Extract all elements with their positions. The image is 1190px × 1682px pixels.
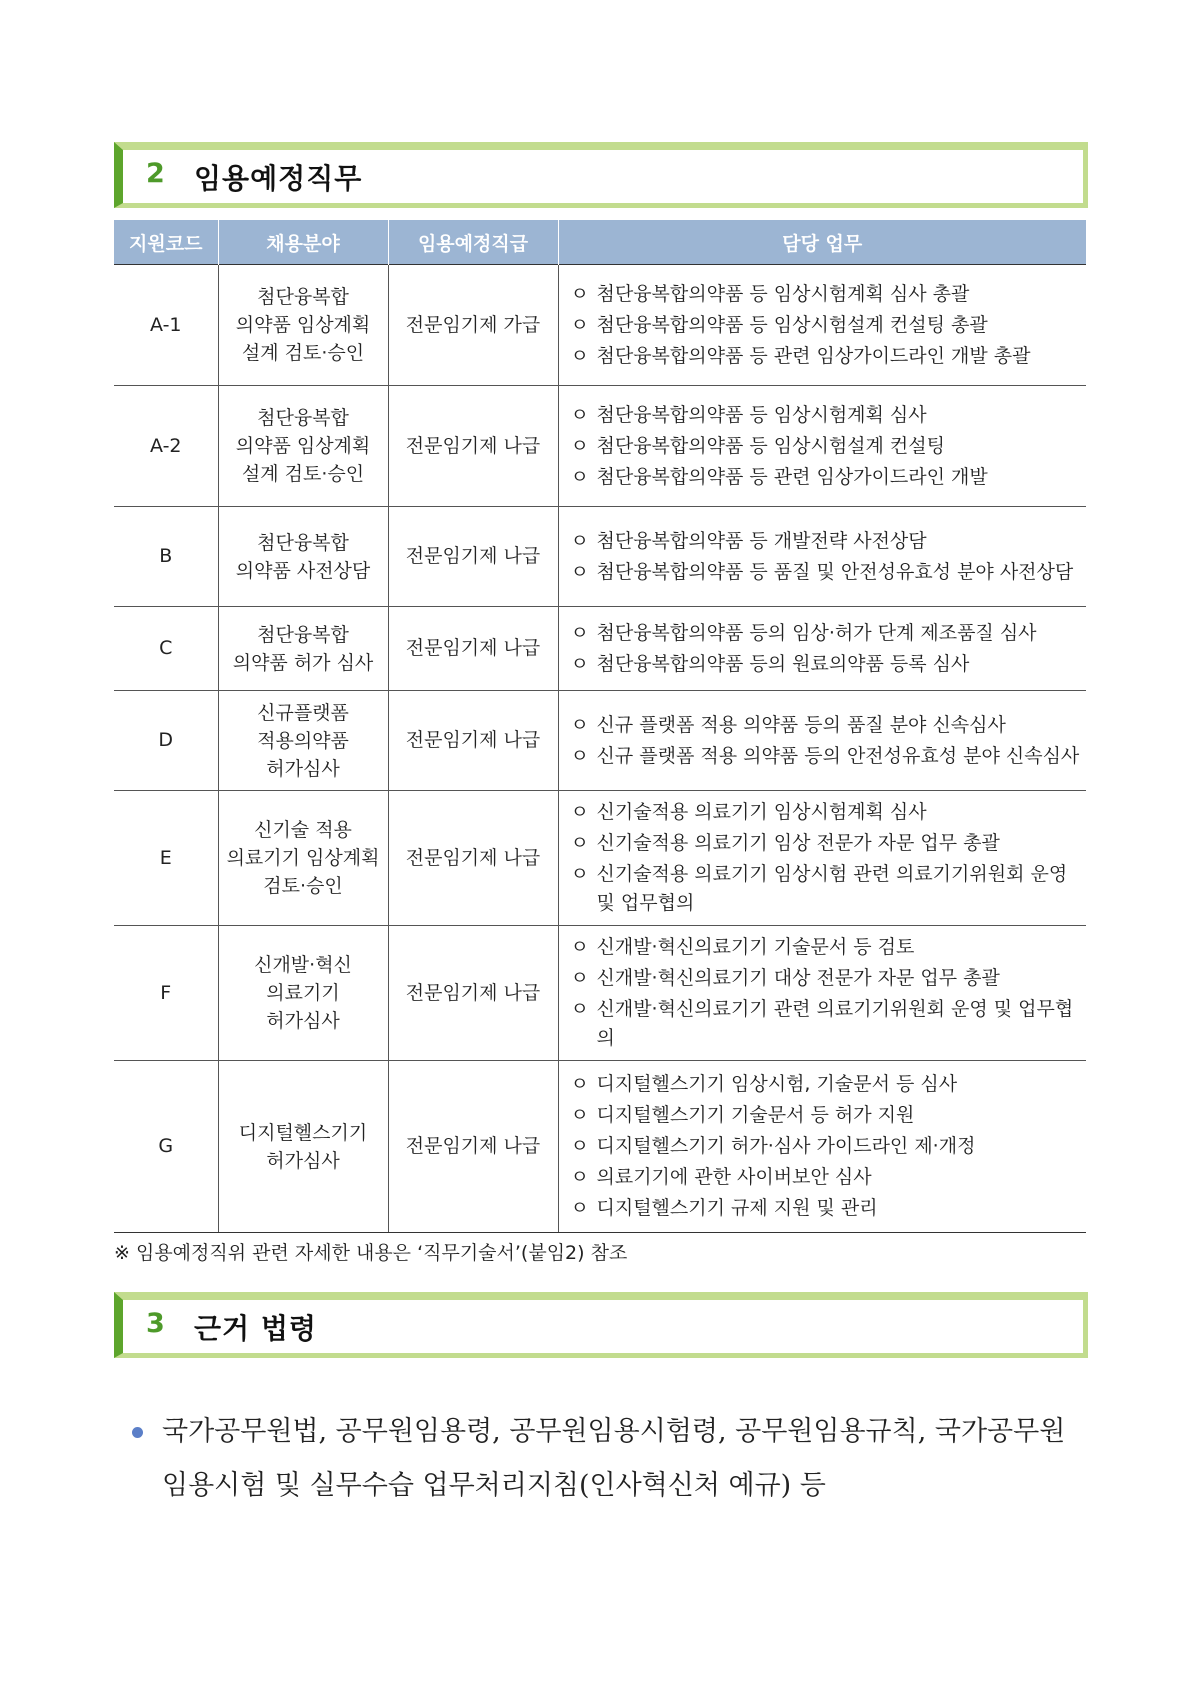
duty-item [571, 798, 1081, 827]
duty-item [571, 964, 1081, 993]
duty-text: 첨단융복합의약품 등의 임상·허가 단계 제조품질 심사 [596, 621, 1037, 644]
duty-text: 디지털헬스기기 임상시험, 기술문서 등 심사 [596, 1073, 958, 1095]
cell-duties [558, 691, 1086, 791]
table-row [114, 691, 1086, 791]
table-row [114, 507, 1086, 607]
table-row [114, 386, 1086, 507]
cell-code: E [114, 791, 218, 926]
bullet-marker: ㅇ [570, 1104, 589, 1126]
duty-text: 첨단융복합의약품 등 임상시험계획 심사 총괄 [596, 282, 970, 305]
cell-duties [558, 607, 1086, 691]
bullet-marker: ㅇ [570, 313, 589, 336]
duty-text: 첨단융복합의약품 등 관련 임상가이드라인 개발 [596, 465, 988, 488]
duty-item [571, 860, 1081, 918]
duty-item [571, 1132, 1081, 1161]
cell-field: 첨단융복합 의약품 임상계획 설계 검토·승인 [218, 386, 388, 507]
duty-text: 첨단융복합의약품 등 임상시험설계 컨설팅 총괄 [596, 313, 988, 336]
cell-duties [558, 265, 1086, 386]
header-duties: 담당 업무 [558, 220, 1086, 265]
duty-item [571, 995, 1081, 1053]
duty-text: 신기술적용 의료기기 임상시험계획 심사 [596, 801, 927, 823]
duty-item [571, 933, 1081, 962]
bullet-marker: ㅇ [570, 621, 589, 644]
duty-list [571, 527, 1081, 587]
duty-text: 의료기기에 관한 사이버보안 심사 [596, 1166, 872, 1188]
duty-list [571, 1070, 1081, 1223]
cell-duties [558, 791, 1086, 926]
table-row [114, 607, 1086, 691]
bullet-marker: ㅇ [570, 936, 589, 958]
duty-item [571, 463, 1081, 492]
duty-text: 디지털헬스기기 허가·심사 가이드라인 제·개정 [596, 1135, 976, 1157]
section-number: 2 [146, 158, 165, 189]
duty-table [114, 220, 1086, 1233]
bullet-marker: ㅇ [570, 998, 589, 1020]
cell-code: B [114, 507, 218, 607]
duty-item [571, 742, 1081, 771]
duty-item [571, 401, 1081, 430]
bullet-marker: ㅇ [570, 1073, 589, 1095]
duty-text: 신기술적용 의료기기 임상 전문가 자문 업무 총괄 [596, 832, 1000, 854]
duty-text: 디지털헬스기기 규제 지원 및 관리 [596, 1197, 878, 1219]
bullet-marker: ㅇ [570, 344, 589, 367]
cell-code: C [114, 607, 218, 691]
bullet-marker: ㅇ [570, 434, 589, 457]
cell-code: G [114, 1061, 218, 1233]
header-code: 지원코드 [114, 220, 218, 265]
duty-list [571, 401, 1081, 492]
bullet-marker: ㅇ [570, 832, 589, 854]
duty-text: 디지털헬스기기 기술문서 등 허가 지원 [596, 1104, 915, 1126]
duty-text: 첨단융복합의약품 등 품질 및 안전성유효성 분야 사전상담 [596, 560, 1074, 583]
bullet-marker: ㅇ [570, 403, 589, 426]
duty-list [571, 280, 1081, 371]
duty-item [571, 829, 1081, 858]
duty-item [571, 650, 1081, 679]
header-field: 채용분야 [218, 220, 388, 265]
duty-list [571, 798, 1081, 918]
section-2-heading [114, 142, 1088, 208]
bullet-marker: ㅇ [570, 465, 589, 488]
table-row [114, 926, 1086, 1061]
cell-grade: 전문임기제 나급 [388, 507, 558, 607]
cell-field: 신기술 적용 의료기기 임상계획 검토·승인 [218, 791, 388, 926]
bullet-marker: ㅇ [570, 1197, 589, 1219]
section-number: 3 [146, 1308, 165, 1339]
law-text: 국가공무원법, 공무원임용령, 공무원임용시험령, 공무원임용규칙, 국가공무원 임용시험 및 실무수습 업무처리지침(인사혁신처 예규) 등 [162, 1416, 1066, 1501]
bullet-marker: ㅇ [570, 967, 589, 989]
duty-item [571, 527, 1081, 556]
cell-duties [558, 1061, 1086, 1233]
duty-item [571, 1070, 1081, 1099]
duty-text: 첨단융복합의약품 등 임상시험설계 컨설팅 [596, 434, 945, 457]
cell-duties [558, 386, 1086, 507]
table-header-row [114, 220, 1086, 265]
cell-grade: 전문임기제 나급 [388, 386, 558, 507]
bullet-marker: ㅇ [570, 1166, 589, 1188]
table-row [114, 265, 1086, 386]
cell-field: 첨단융복합 의약품 허가 심사 [218, 607, 388, 691]
header-grade: 임용예정직급 [388, 220, 558, 265]
duty-item [571, 311, 1081, 340]
duty-item [571, 280, 1081, 309]
duty-item [571, 1101, 1081, 1130]
cell-field: 신규플랫폼 적용의약품 허가심사 [218, 691, 388, 791]
cell-code: A-2 [114, 386, 218, 507]
cell-field: 첨단융복합 의약품 임상계획 설계 검토·승인 [218, 265, 388, 386]
duty-text: 첨단융복합의약품 등의 원료의약품 등록 심사 [596, 652, 970, 675]
duty-item [571, 619, 1081, 648]
duty-item [571, 1194, 1081, 1223]
duty-item [571, 432, 1081, 461]
duty-text: 신규 플랫폼 적용 의약품 등의 품질 분야 신속심사 [596, 713, 1006, 736]
table-row [114, 1061, 1086, 1233]
table-note: ※ 임용예정직위 관련 자세한 내용은 ‘직무기술서’(붙임2) 참조 [114, 1242, 628, 1264]
cell-code: F [114, 926, 218, 1061]
cell-field: 신개발·혁신 의료기기 허가심사 [218, 926, 388, 1061]
cell-grade: 전문임기제 나급 [388, 691, 558, 791]
cell-grade: 전문임기제 나급 [388, 1061, 558, 1233]
duty-text: 신개발·혁신의료기기 관련 의료기기위원회 운영 및 업무협의 [596, 998, 1074, 1049]
cell-duties [558, 926, 1086, 1061]
duty-list [571, 711, 1081, 771]
bullet-marker: ㅇ [570, 801, 589, 823]
duty-text: 첨단융복합의약품 등 임상시험계획 심사 [596, 403, 927, 426]
bullet-marker: ㅇ [570, 863, 589, 885]
cell-grade: 전문임기제 나급 [388, 607, 558, 691]
cell-field: 첨단융복합 의약품 사전상담 [218, 507, 388, 607]
duty-text: 신개발·혁신의료기기 대상 전문가 자문 업무 총괄 [596, 967, 1000, 989]
cell-code: D [114, 691, 218, 791]
cell-code: A-1 [114, 265, 218, 386]
cell-grade: 전문임기제 가급 [388, 265, 558, 386]
table-row [114, 791, 1086, 926]
bullet-marker: ㅇ [570, 529, 589, 552]
bullet-marker: ㅇ [570, 282, 589, 305]
duty-item [571, 342, 1081, 371]
section-title: 근거 법령 [194, 1312, 317, 1345]
cell-grade: 전문임기제 나급 [388, 926, 558, 1061]
law-paragraph [128, 1405, 1088, 1513]
duty-text: 신개발·혁신의료기기 기술문서 등 검토 [596, 936, 915, 958]
duty-text: 신규 플랫폼 적용 의약품 등의 안전성유효성 분야 신속심사 [596, 744, 1080, 767]
duty-list [571, 619, 1081, 679]
duty-text: 신기술적용 의료기기 임상시험 관련 의료기기위원회 운영 및 업무협의 [596, 863, 1068, 914]
bullet-icon [132, 1427, 143, 1438]
bullet-marker: ㅇ [570, 560, 589, 583]
duty-item [571, 558, 1081, 587]
bullet-marker: ㅇ [570, 744, 589, 767]
duty-text: 첨단융복합의약품 등 개발전략 사전상담 [596, 529, 927, 552]
cell-grade: 전문임기제 나급 [388, 791, 558, 926]
bullet-marker: ㅇ [570, 1135, 589, 1157]
bullet-marker: ㅇ [570, 713, 589, 736]
duty-text: 첨단융복합의약품 등 관련 임상가이드라인 개발 총괄 [596, 344, 1031, 367]
cell-duties [558, 507, 1086, 607]
duty-item [571, 1163, 1081, 1192]
bullet-marker: ㅇ [570, 652, 589, 675]
cell-field: 디지털헬스기기 허가심사 [218, 1061, 388, 1233]
duty-item [571, 711, 1081, 740]
section-title: 임용예정직무 [194, 162, 363, 195]
duty-list [571, 933, 1081, 1053]
section-3-heading [114, 1292, 1088, 1358]
